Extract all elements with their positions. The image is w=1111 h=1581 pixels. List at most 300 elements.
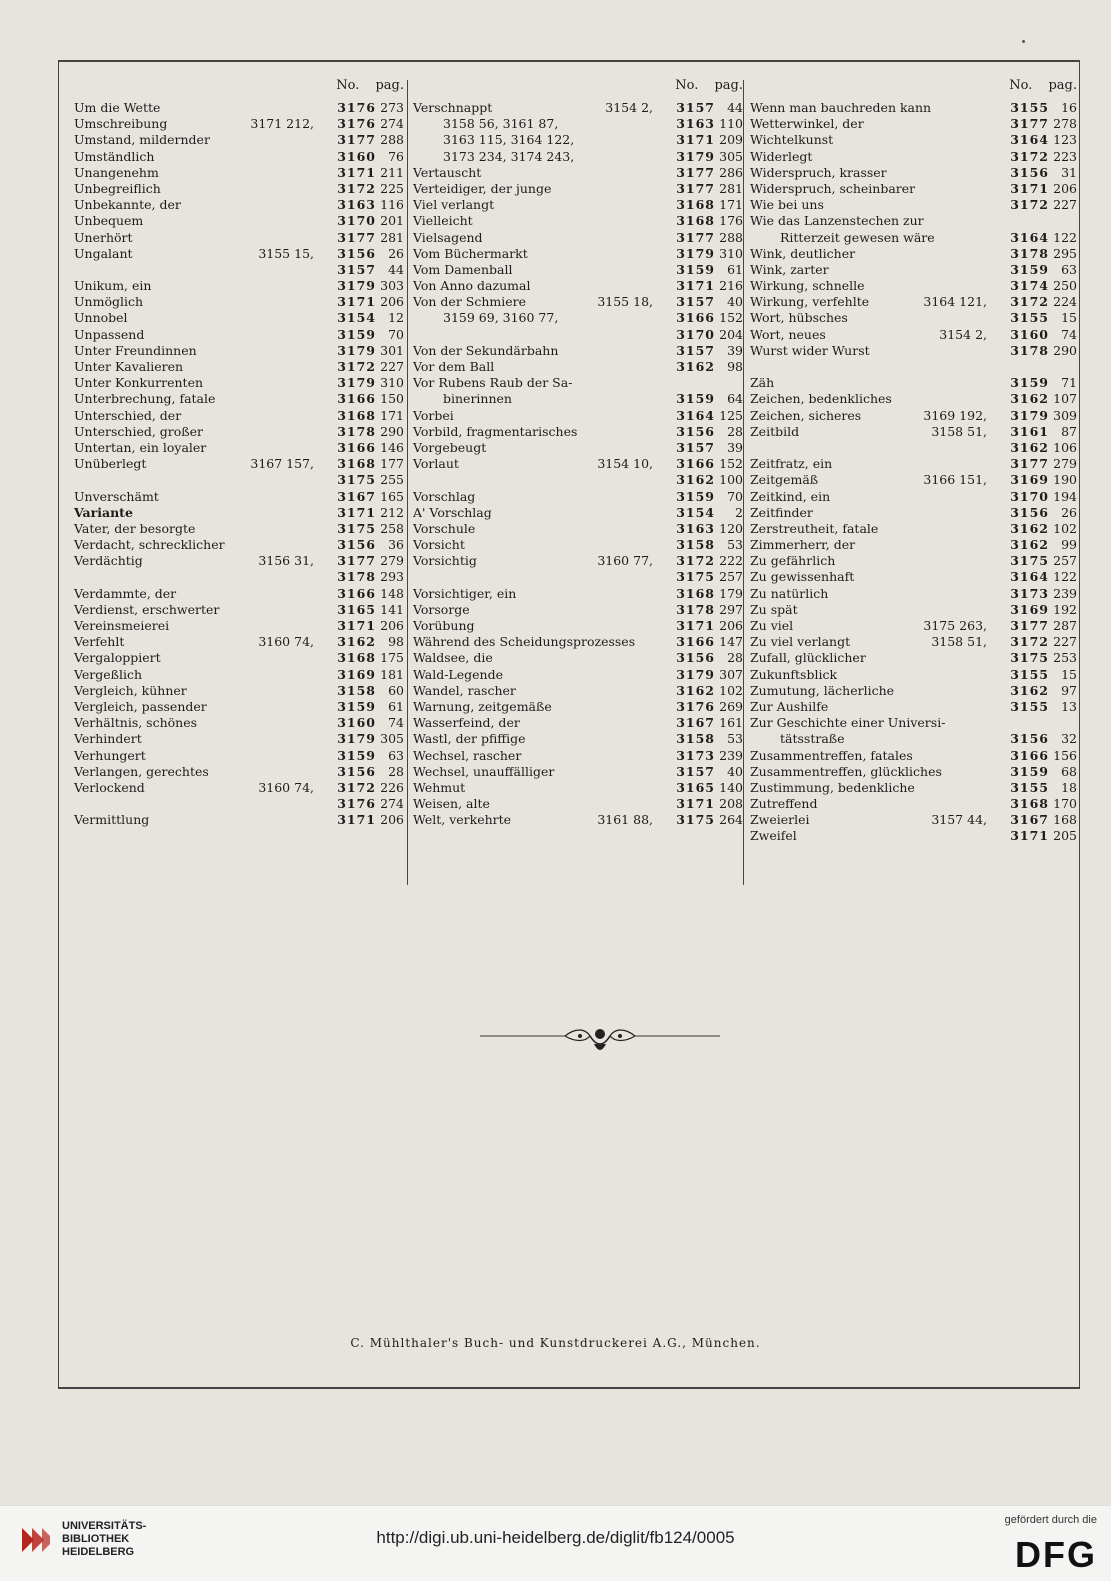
entry-title: Von der Schmiere: [413, 294, 527, 310]
index-entry: [413, 667, 743, 683]
index-entry: [74, 327, 404, 343]
entry-title: Von der Sekundärbahn: [413, 342, 559, 358]
index-entry: [74, 424, 404, 440]
entry-page: 255: [380, 472, 404, 488]
column-divider: [407, 80, 408, 885]
index-entry: [74, 618, 404, 634]
entry-title: 3158 56, 3161 87,: [443, 116, 559, 132]
index-entry: [413, 683, 743, 699]
entry-title: Verdächtig: [74, 553, 143, 569]
index-entry: [750, 408, 1077, 424]
entry-title: Vereinsmeierei: [74, 618, 170, 633]
entry-page: 39: [727, 439, 743, 455]
entry-title: Unverschämt: [74, 488, 159, 504]
entry-number: 3159: [676, 261, 715, 277]
entry-page: 309: [1053, 407, 1077, 423]
entry-extra-ref: 3157 44,: [931, 812, 987, 828]
index-entry: [74, 796, 404, 812]
entry-title: Umstand, mildernder: [74, 132, 210, 148]
entry-number: 3157: [676, 763, 715, 779]
entry-page: 269: [719, 698, 743, 714]
entry-page: 301: [380, 342, 404, 358]
entry-title: Zeitkind, ein: [750, 488, 831, 504]
entry-number: 3162: [1010, 391, 1049, 407]
index-column-1: [74, 60, 404, 885]
entry-title: Zeichen, sicheres: [750, 407, 862, 423]
entry-number: 3156: [1010, 504, 1049, 520]
header-no: No.: [336, 78, 360, 93]
index-entry: [750, 667, 1077, 683]
entry-extra-ref: 3160 77,: [597, 553, 653, 569]
entry-title: Zu gewissenhaft: [750, 569, 855, 585]
entry-number: 3159: [676, 391, 715, 407]
entry-page: 290: [380, 423, 404, 439]
entry-title: Weisen, alte: [413, 796, 490, 812]
index-column-3: [750, 60, 1077, 885]
entry-number: 3171: [337, 812, 376, 828]
entry-page: 120: [719, 520, 743, 536]
entry-page: 64: [727, 391, 743, 407]
index-entry: [74, 699, 404, 715]
entry-number: 3169: [1010, 472, 1049, 488]
entry-number: 3179: [676, 245, 715, 261]
entry-title: Verdienst, erschwerter: [74, 601, 220, 617]
entry-page: 99: [1061, 537, 1077, 553]
entry-page: 76: [388, 148, 404, 164]
entry-number: 3168: [1010, 796, 1049, 812]
column-divider: [743, 80, 744, 885]
index-entry: [413, 569, 743, 585]
entry-title: Vorgebeugt: [413, 439, 487, 455]
entry-page: 97: [1061, 682, 1077, 698]
entry-number: 3171: [1010, 828, 1049, 844]
entry-title: Wechsel, unauffälliger: [413, 763, 555, 779]
entry-number: 3172: [676, 553, 715, 569]
entry-number: 3170: [676, 326, 715, 342]
index-entry: [413, 602, 743, 618]
entry-page: 281: [380, 229, 404, 245]
index-entry: [74, 553, 404, 569]
entry-title: 3163 115, 3164 122,: [443, 132, 575, 148]
entry-number: 3164: [1010, 229, 1049, 245]
entry-page: 279: [380, 553, 404, 569]
entry-page: 310: [719, 245, 743, 261]
entry-title: Während des Scheidungsprozesses: [413, 634, 636, 650]
index-entry: [74, 731, 404, 747]
index-entry: [74, 262, 404, 278]
index-entry: [750, 521, 1077, 537]
index-entry: [413, 375, 743, 391]
entry-number: 3162: [1010, 682, 1049, 698]
entry-number: 3164: [1010, 569, 1049, 585]
index-entry: [750, 246, 1077, 262]
entry-number: 3156: [337, 537, 376, 553]
entry-page: 61: [388, 698, 404, 714]
entry-page: 258: [380, 520, 404, 536]
entry-page: 16: [1061, 100, 1077, 115]
index-entry: [413, 650, 743, 666]
index-entry: [413, 505, 743, 521]
entry-page: 44: [388, 261, 404, 277]
index-entry: [413, 100, 743, 116]
entry-title: Zukunftsblick: [750, 666, 838, 682]
entry-page: 171: [380, 407, 404, 423]
entry-extra-ref: 3155 15,: [258, 245, 314, 261]
entry-title: Unikum, ein: [74, 278, 152, 294]
entry-page: 307: [719, 666, 743, 682]
entry-page: 26: [388, 245, 404, 261]
entry-page: 68: [1061, 763, 1077, 779]
index-entry: [74, 294, 404, 310]
entry-title: Unterschied, großer: [74, 423, 204, 439]
index-entry: [750, 650, 1077, 666]
entry-title: Verschnappt: [413, 100, 493, 115]
entry-number: 3157: [676, 100, 715, 115]
entry-title: Vielsagend: [413, 229, 483, 245]
index-entry: [413, 149, 743, 165]
entry-title: Wirkung, schnelle: [750, 278, 865, 294]
entry-title: Welt, verkehrte: [413, 812, 512, 828]
entry-number: 3177: [337, 229, 376, 245]
entry-page: 205: [1053, 828, 1077, 844]
entry-extra-ref: 3160 74,: [258, 779, 314, 795]
entry-number: 3171: [337, 504, 376, 520]
entry-title: Zeitgemäß: [750, 472, 819, 488]
entry-number: 3178: [676, 601, 715, 617]
entry-page: 305: [719, 148, 743, 164]
entry-number: 3171: [337, 294, 376, 310]
entry-title: Zeichen, bedenkliches: [750, 391, 892, 407]
index-entry: [413, 116, 743, 132]
index-entry: [413, 472, 743, 488]
entry-number: 3159: [1010, 375, 1049, 391]
index-entry: [74, 537, 404, 553]
index-entry: [74, 764, 404, 780]
entry-page: 70: [388, 326, 404, 342]
entry-number: 3159: [676, 488, 715, 504]
entry-number: 3168: [676, 585, 715, 601]
entry-page: 110: [719, 116, 743, 132]
entry-title: Wechsel, rascher: [413, 747, 522, 763]
index-entry: [750, 181, 1077, 197]
entry-number: 3155: [1010, 779, 1049, 795]
entry-page: 116: [380, 197, 404, 213]
entry-page: 40: [727, 294, 743, 310]
entry-page: 206: [380, 618, 404, 633]
entry-page: 264: [719, 812, 743, 828]
index-entry: [750, 132, 1077, 148]
entry-title: Viel verlangt: [413, 197, 495, 213]
index-entry: [750, 165, 1077, 181]
entry-page: 274: [380, 796, 404, 812]
entry-number: 3166: [676, 310, 715, 326]
entry-title: Um die Wette: [74, 100, 161, 115]
entry-title: Wald-Legende: [413, 666, 503, 682]
entry-page: 204: [719, 326, 743, 342]
entry-number: 3175: [676, 569, 715, 585]
entry-title: Vorschule: [413, 520, 476, 536]
entry-title: Verdacht, schrecklicher: [74, 537, 225, 553]
index-entry: [413, 246, 743, 262]
entry-number: 3163: [676, 520, 715, 536]
entry-number: 3166: [337, 439, 376, 455]
entry-number: 3175: [1010, 650, 1049, 666]
entry-page: 211: [380, 164, 404, 180]
dfg-logo[interactable]: DFG: [1015, 1534, 1097, 1575]
index-entry: [413, 278, 743, 294]
entry-title: Vom Büchermarkt: [413, 245, 528, 261]
entry-page: 98: [727, 359, 743, 374]
entry-page: 148: [380, 585, 404, 601]
entry-page: 146: [380, 439, 404, 455]
printer-imprint: C. Mühlthaler's Buch- und Kunstdruckerei A.G., München.: [350, 1336, 761, 1350]
entry-page: 15: [1061, 666, 1077, 682]
entry-number: 3166: [337, 391, 376, 407]
header-no: No.: [675, 78, 699, 93]
entry-number: 3166: [1010, 747, 1049, 763]
entry-extra-ref: 3171 212,: [250, 116, 314, 132]
index-entry: [413, 456, 743, 472]
entry-title: Vorbild, fragmentarisches: [413, 423, 578, 439]
entry-extra-ref: 3154 2,: [939, 326, 987, 342]
entry-title: Zweierlei: [750, 812, 810, 828]
entry-page: 257: [719, 569, 743, 585]
entry-title: Vorschlag: [413, 488, 476, 504]
index-entry: [750, 472, 1077, 488]
entry-number: 3168: [337, 456, 376, 472]
entry-number: 3172: [337, 180, 376, 196]
entry-title: Umständlich: [74, 148, 155, 164]
column-header: [336, 78, 404, 93]
entry-number: 3179: [676, 666, 715, 682]
entry-number: 3177: [676, 229, 715, 245]
entry-page: 295: [1053, 245, 1077, 261]
entry-page: 15: [1061, 310, 1077, 326]
entry-page: 170: [1053, 796, 1077, 812]
entry-number: 3166: [676, 456, 715, 472]
index-entry: [750, 731, 1077, 747]
index-entry: [413, 796, 743, 812]
index-entry: [413, 699, 743, 715]
entry-title: Zutreffend: [750, 796, 818, 812]
entry-title: Unterbrechung, fatale: [74, 391, 216, 407]
entry-title: Vorsorge: [413, 601, 470, 617]
entry-title: Wichtelkunst: [750, 132, 834, 148]
entry-title: Unmöglich: [74, 294, 144, 310]
entry-page: 61: [727, 261, 743, 277]
entry-page: 32: [1061, 731, 1077, 747]
index-entry: [74, 100, 404, 116]
entry-page: 13: [1061, 698, 1077, 714]
index-entry: [750, 100, 1077, 116]
entry-number: 3161: [1010, 423, 1049, 439]
entry-number: 3172: [337, 779, 376, 795]
index-entry: [750, 310, 1077, 326]
entry-number: 3175: [337, 472, 376, 488]
entry-title: Zäh: [750, 375, 775, 391]
entry-page: 177: [380, 456, 404, 472]
index-entry: [74, 472, 404, 488]
entry-page: 161: [719, 715, 743, 731]
index-entry: [74, 116, 404, 132]
entry-number: 3168: [337, 650, 376, 666]
permalink-url[interactable]: http://digi.ub.uni-heidelberg.de/diglit/fb124/0005: [376, 1528, 735, 1547]
entry-page: 100: [719, 472, 743, 488]
entry-title: Unter Freundinnen: [74, 342, 197, 358]
entry-page: 279: [1053, 456, 1077, 472]
index-entry: [74, 391, 404, 407]
index-entry: [413, 310, 743, 326]
entry-page: 2: [735, 504, 743, 520]
entry-extra-ref: 3167 157,: [250, 456, 314, 472]
entry-title: Ungalant: [74, 245, 133, 261]
entry-number: 3179: [1010, 407, 1049, 423]
entry-page: 227: [380, 359, 404, 374]
entry-number: 3177: [1010, 456, 1049, 472]
index-entry: [413, 408, 743, 424]
entry-title: Vergleich, kühner: [74, 682, 187, 698]
entry-number: 3170: [337, 213, 376, 229]
index-entry: [413, 327, 743, 343]
entry-title: Wort, hübsches: [750, 310, 848, 326]
index-entry: [74, 197, 404, 213]
entry-number: 3164: [676, 407, 715, 423]
entry-number: 3157: [676, 294, 715, 310]
entry-number: 3158: [337, 682, 376, 698]
index-entry: [413, 537, 743, 553]
entry-title: Unerhört: [74, 229, 133, 245]
entry-list: [750, 100, 1077, 845]
entry-page: 179: [719, 585, 743, 601]
entry-number: 3173: [1010, 585, 1049, 601]
entry-number: 3162: [1010, 520, 1049, 536]
entry-page: 288: [719, 229, 743, 245]
library-name-line: BIBLIOTHEK: [62, 1533, 130, 1545]
index-entry: [74, 132, 404, 148]
index-entry: [413, 424, 743, 440]
entry-page: 206: [380, 812, 404, 828]
entry-page: 106: [1053, 439, 1077, 455]
entry-extra-ref: 3169 192,: [923, 407, 987, 423]
entry-number: 3159: [337, 698, 376, 714]
entry-page: 175: [380, 650, 404, 666]
header-pag: pag.: [714, 78, 743, 93]
entry-title: Untertan, ein loyaler: [74, 439, 207, 455]
entry-title: Variante: [74, 504, 133, 520]
entry-number: 3160: [337, 148, 376, 164]
entry-number: 3177: [1010, 618, 1049, 633]
index-entry: [74, 650, 404, 666]
entry-title: Wehmut: [413, 779, 466, 795]
entry-title: 3159 69, 3160 77,: [443, 310, 559, 326]
index-entry: [750, 634, 1077, 650]
entry-number: 3155: [1010, 666, 1049, 682]
entry-page: 239: [1053, 585, 1077, 601]
entry-number: 3163: [676, 116, 715, 132]
index-entry: [74, 165, 404, 181]
entry-title: Zumutung, lächerliche: [750, 682, 895, 698]
entry-title: Unbekannte, der: [74, 197, 181, 213]
entry-title: Vor dem Ball: [413, 359, 495, 374]
index-entry: [750, 391, 1077, 407]
entry-number: 3176: [676, 698, 715, 714]
entry-page: 147: [719, 634, 743, 650]
entry-title: Unbegreiflich: [74, 180, 161, 196]
header-pag: pag.: [375, 78, 404, 93]
entry-title: Vermittlung: [74, 812, 150, 828]
entry-page: 216: [719, 278, 743, 294]
entry-number: 3171: [337, 164, 376, 180]
entry-page: 290: [1053, 342, 1077, 358]
entry-page: 125: [719, 407, 743, 423]
entry-title: Verhungert: [74, 747, 146, 763]
entry-page: 60: [388, 682, 404, 698]
index-entry: [750, 262, 1077, 278]
index-entry: [413, 181, 743, 197]
index-entry: [413, 618, 743, 634]
index-entry: [74, 521, 404, 537]
entry-number: 3174: [1010, 278, 1049, 294]
entry-page: 71: [1061, 375, 1077, 391]
entry-title: Wasserfeind, der: [413, 715, 520, 731]
entry-title: Wurst wider Wurst: [750, 342, 870, 358]
index-entry: [413, 213, 743, 229]
entry-extra-ref: 3158 51,: [931, 634, 987, 650]
index-entry: [750, 537, 1077, 553]
entry-title: Zerstreutheit, fatale: [750, 520, 879, 536]
entry-number: 3175: [676, 812, 715, 828]
index-entry: [74, 780, 404, 796]
entry-number: 3160: [1010, 326, 1049, 342]
index-entry: [74, 149, 404, 165]
entry-title: Vergleich, passender: [74, 698, 207, 714]
entry-title: Vorlaut: [413, 456, 459, 472]
entry-page: 102: [719, 682, 743, 698]
index-entry: [750, 764, 1077, 780]
entry-number: 3167: [337, 488, 376, 504]
entry-title: binerinnen: [443, 391, 512, 407]
entry-title: Wirkung, verfehlte: [750, 294, 870, 310]
entry-page: 28: [388, 763, 404, 779]
index-entry: [74, 359, 404, 375]
entry-page: 74: [1061, 326, 1077, 342]
entry-number: 3175: [337, 520, 376, 536]
index-entry: [413, 197, 743, 213]
entry-number: 3156: [337, 245, 376, 261]
entry-page: 122: [1053, 229, 1077, 245]
entry-page: 70: [727, 488, 743, 504]
funded-by-text: gefördert durch die: [1004, 1514, 1097, 1526]
entry-number: 3167: [1010, 812, 1049, 828]
entry-page: 208: [719, 796, 743, 812]
entry-page: 206: [1053, 180, 1077, 196]
entry-page: 224: [1053, 294, 1077, 310]
entry-title: Umschreibung: [74, 116, 168, 132]
entry-number: 3170: [1010, 488, 1049, 504]
entry-title: Zusammentreffen, glückliches: [750, 763, 942, 779]
index-entry: [74, 343, 404, 359]
entry-number: 3158: [676, 731, 715, 747]
entry-number: 3175: [1010, 553, 1049, 569]
index-entry: [74, 375, 404, 391]
entry-extra-ref: 3166 151,: [923, 472, 987, 488]
index-entry: [413, 780, 743, 796]
entry-page: 102: [1053, 520, 1077, 536]
index-entry: [413, 634, 743, 650]
entry-page: 287: [1053, 618, 1077, 633]
index-entry: [413, 262, 743, 278]
index-entry: [413, 731, 743, 747]
